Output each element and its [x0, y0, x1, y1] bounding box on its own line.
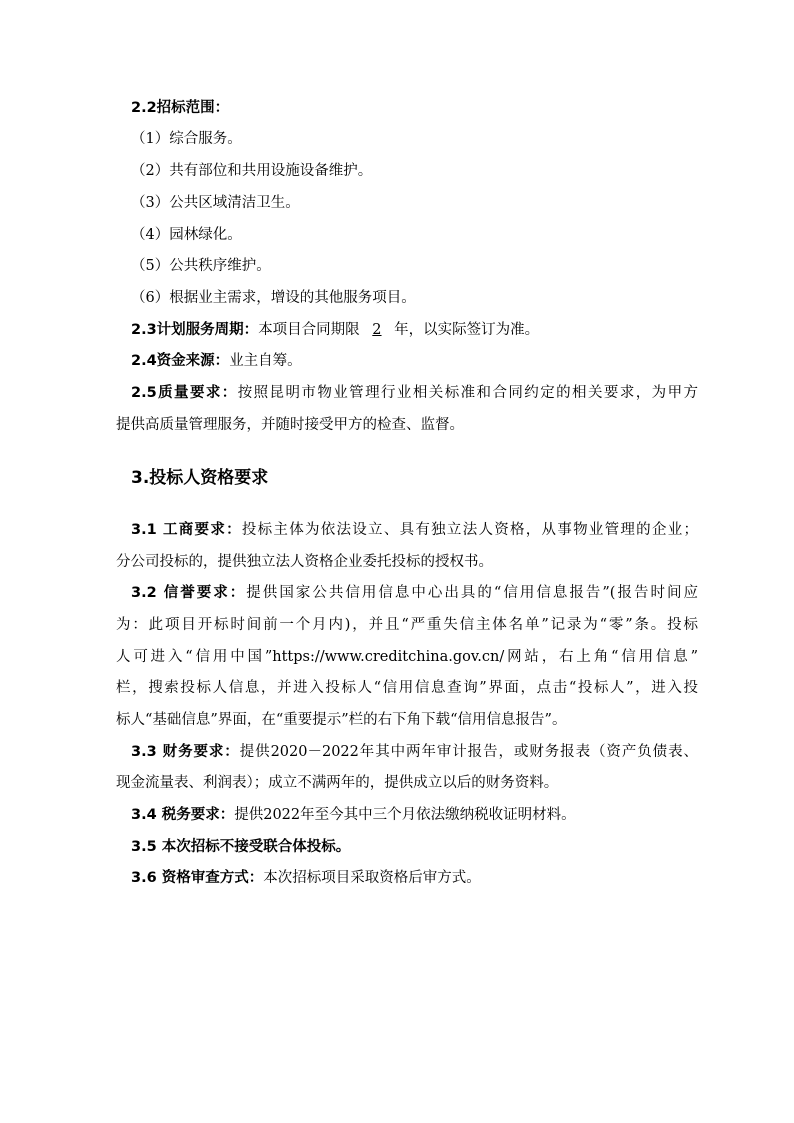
scope-item: （6）根据业主需求，增设的其他服务项目。 [131, 290, 416, 306]
scope-item: （2）共有部位和共用设施设备维护。 [131, 163, 373, 179]
fund-source-label: 2.4资金来源： [131, 353, 230, 369]
finance-req-label: 3.3 财务要求： [131, 744, 240, 760]
review-method [131, 868, 481, 888]
scope-title: 2.2招标范围： [131, 100, 230, 116]
credit-req-line1: 提供国家公共信用信息中心出具的“信用信息报告”(报告时间应 [246, 585, 699, 601]
consortium-note: 3.5 本次招标不接受联合体投标。 [131, 839, 351, 855]
tax-req [131, 805, 576, 825]
service-period-pre: 本项目合同期限 [258, 322, 360, 338]
tax-req-text: 提供2022年至今其中三个月依法缴纳税收证明材料。 [234, 807, 576, 823]
tax-req-label: 3.4 税务要求： [131, 807, 235, 823]
business-req-line2: 分公司投标的，提供独立法人资格企业委托投标的授权书。 [116, 554, 493, 570]
credit-req-line3: 人可进入“信用中国”https://www.creditchina.gov.cn/网站，右上角“信用信息” [116, 649, 698, 665]
finance-req [131, 742, 698, 762]
business-req [131, 520, 698, 540]
scope-item: （4）园林绿化。 [131, 227, 242, 243]
credit-req-line5: 标人“基础信息”界面，在“重要提示”栏的右下角下载“信用信息报告”。 [116, 712, 567, 728]
service-period-post: 年，以实际签订为准。 [394, 322, 540, 338]
quality-req-label: 2.5质量要求： [131, 385, 238, 401]
section-heading: 3.投标人资格要求 [131, 468, 269, 488]
review-method-text: 本次招标项目采取资格后审方式。 [263, 870, 481, 886]
fund-source [131, 351, 302, 371]
quality-req [131, 383, 698, 403]
review-method-label: 3.6 资格审查方式： [131, 870, 264, 886]
fund-source-text: 业主自筹。 [229, 353, 302, 369]
business-req-line1: 投标主体为依法设立、具有独立法人资格，从事物业管理的企业； [241, 522, 699, 538]
credit-req-label: 3.2 信誉要求： [131, 585, 247, 601]
credit-req [131, 583, 698, 603]
quality-req-line2: 提供高质量管理服务，并随时接受甲方的检查、监督。 [116, 417, 464, 433]
credit-req-line4: 栏，搜索投标人信息，并进入投标人“信用信息查询”界面，点击“投标人”，进入投 [116, 680, 698, 696]
finance-req-line1: 提供2020－2022年其中两年审计报告，或财务报表（资产负债表、 [239, 744, 698, 760]
scope-item: （3）公共区域清洁卫生。 [131, 195, 300, 211]
service-period [131, 320, 539, 340]
quality-req-line1: 按照昆明市物业管理行业相关标准和合同约定的相关要求，为甲方 [237, 385, 699, 401]
service-period-years: 2 [372, 322, 382, 338]
credit-req-line2: 为：此项目开标时间前一个月内)，并且“严重失信主体名单”记录为“零”条。投标 [116, 617, 698, 633]
business-req-label: 3.1 工商要求： [131, 522, 242, 538]
scope-item: （5）公共秩序维护。 [131, 258, 271, 274]
service-period-label: 2.3计划服务周期： [131, 322, 259, 338]
scope-item: （1）综合服务。 [131, 131, 242, 147]
finance-req-line2: 现金流量表、利润表）；成立不满两年的，提供成立以后的财务资料。 [116, 775, 559, 791]
